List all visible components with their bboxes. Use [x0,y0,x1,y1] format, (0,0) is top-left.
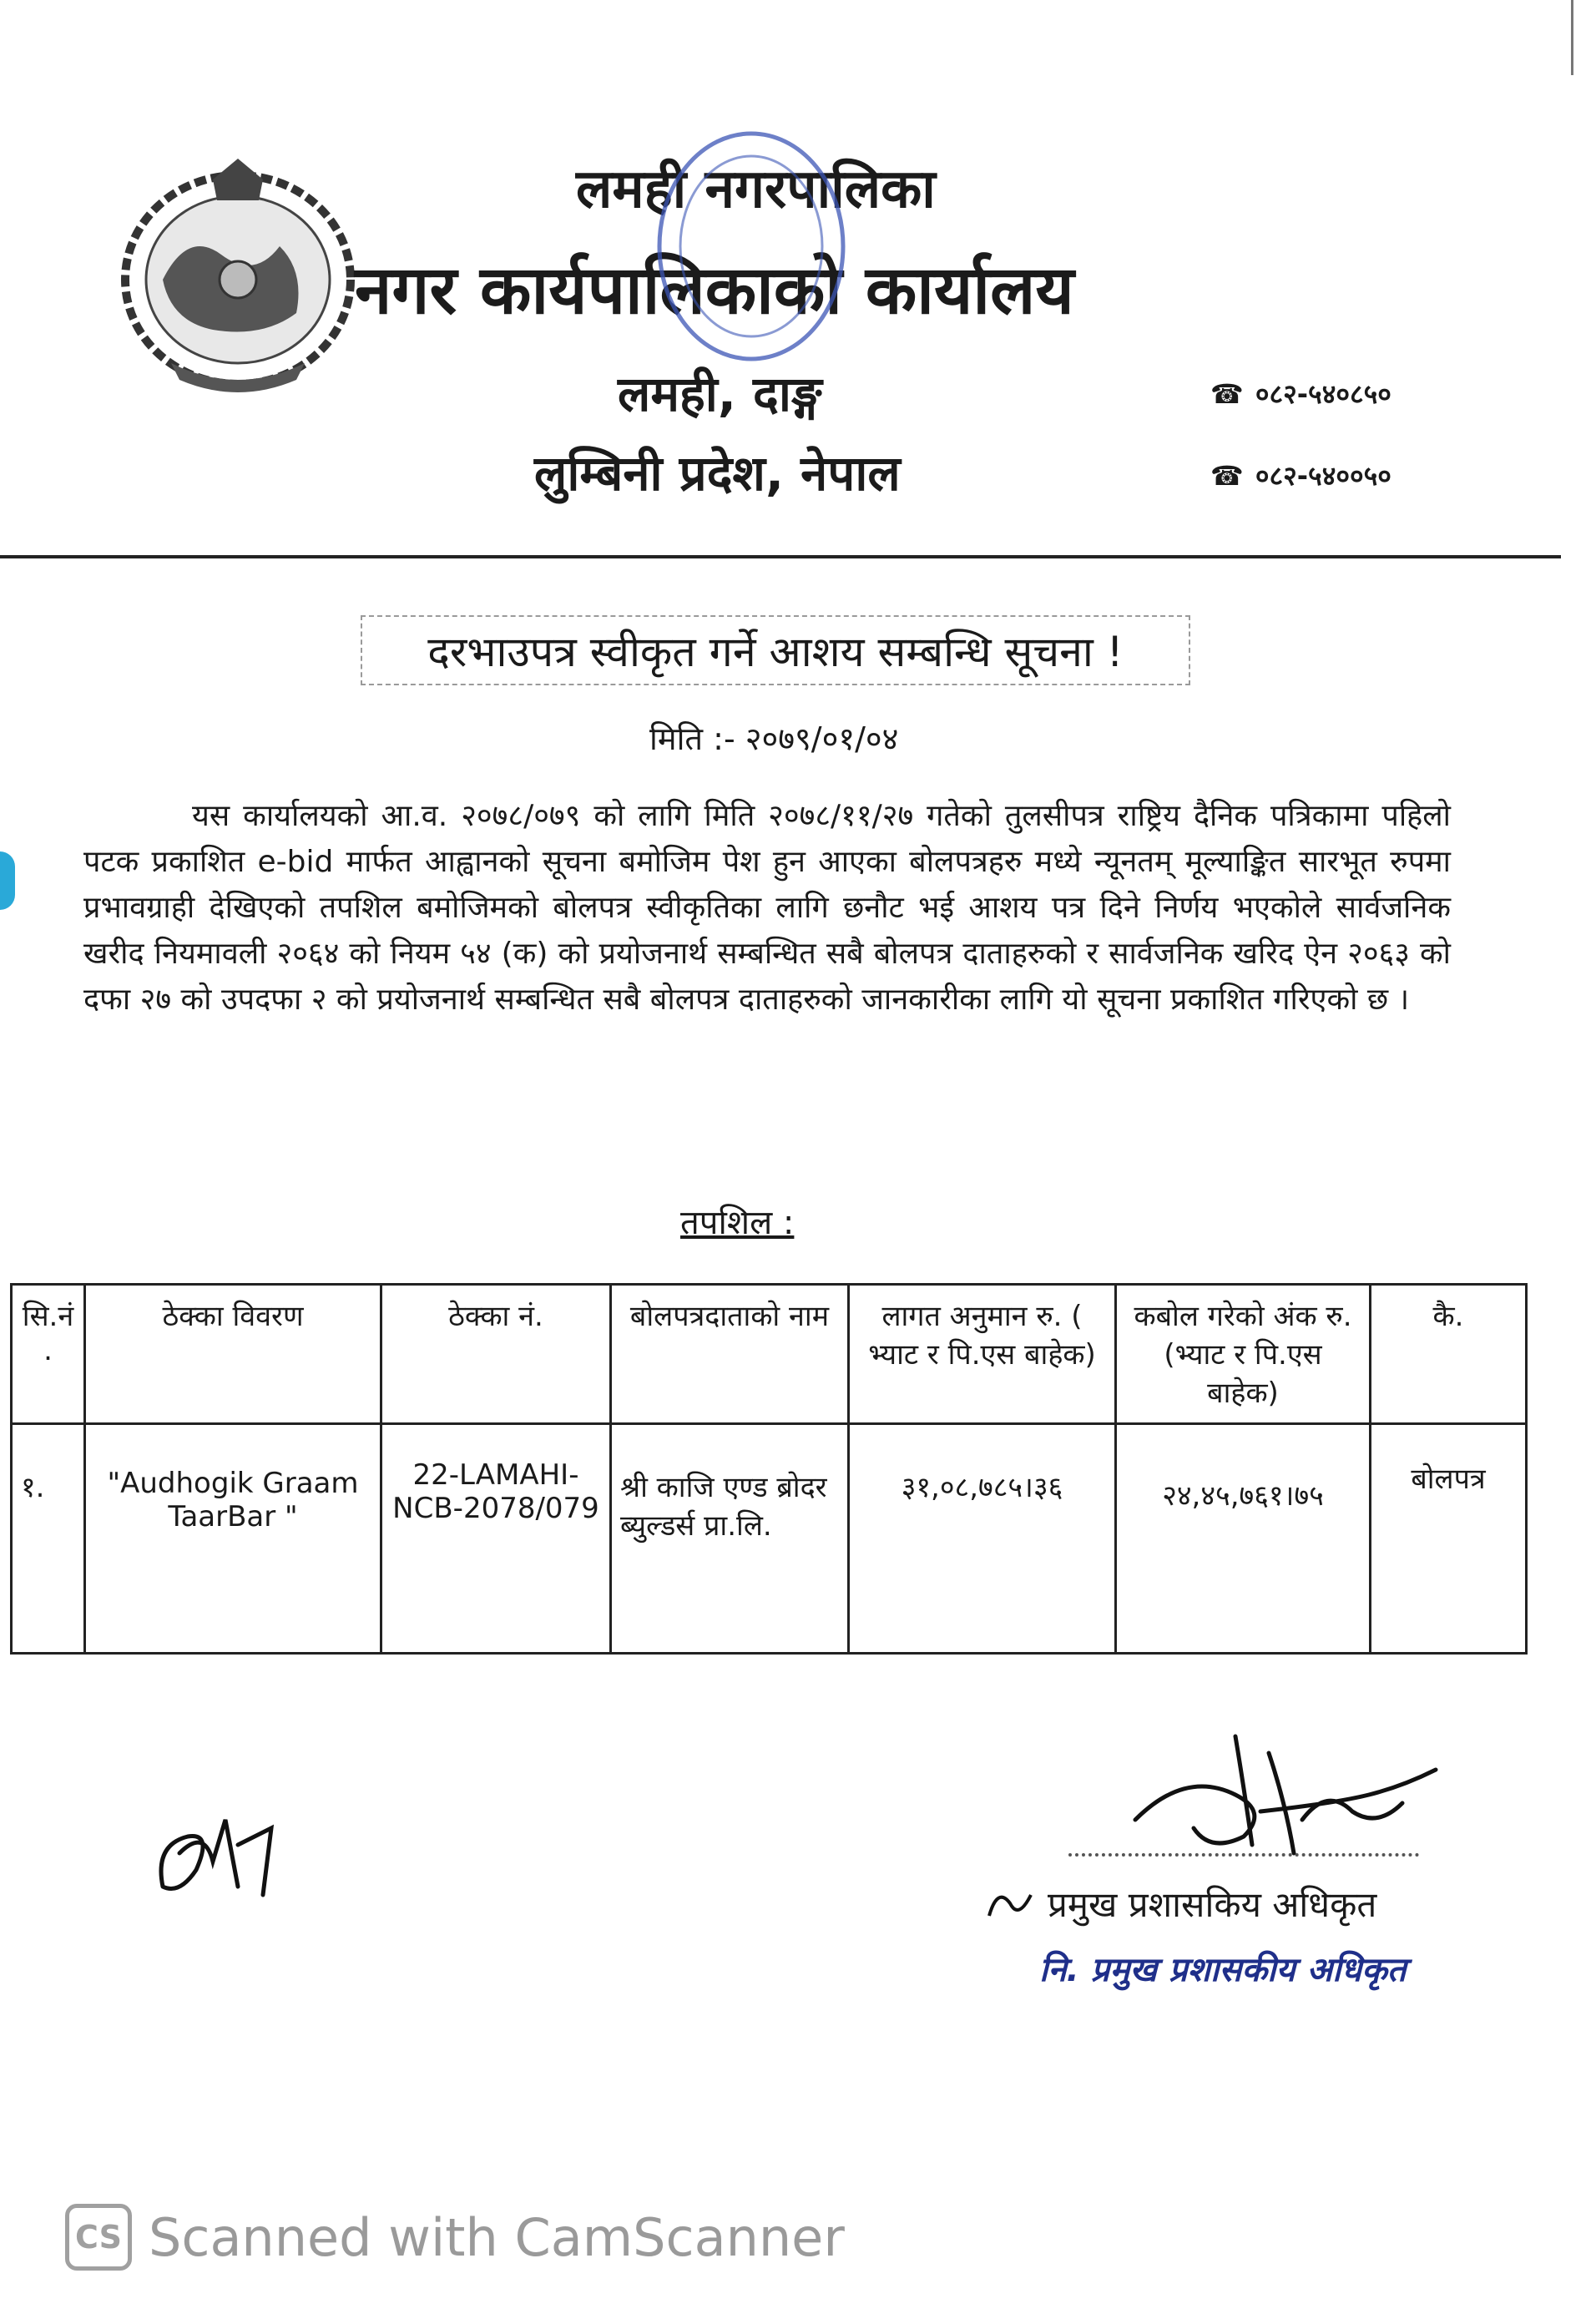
telephone-icon: ☎ [1210,377,1244,410]
camscanner-watermark [65,2204,845,2271]
officer-title: प्रमुख प्रशासकिय अधिकृत [1048,1883,1377,1925]
office-location: लमही, दाङ्ग [618,366,822,422]
telephone-icon: ☎ [1210,459,1244,492]
col-header-bidder-name: बोलपत्रदाताको नाम [611,1285,849,1424]
cell-cost-estimate: ३१,०८,७८५।३६ [849,1424,1116,1654]
camscanner-text: Scanned with CamScanner [149,2206,845,2268]
notice-title-text: दरभाउपत्र स्वीकृत गर्ने आशय सम्बन्धि सूचना ! [427,628,1124,676]
province-name: लुम्बिनी प्रदेश, नेपाल [534,445,901,502]
cell-contract-number: 22-LAMAHI-NCB-2078/079 [381,1424,611,1654]
notice-date: मिति :- २०७९/०१/०४ [649,720,899,757]
header-divider [0,555,1561,558]
phone-number-2: ०८२-५४००५० [1255,460,1391,492]
camscanner-logo-icon: CS [65,2204,132,2271]
scan-edge-mark [1571,0,1573,75]
phone-line-2 [1210,457,1391,493]
cell-bid-amount: २४,४५,७६१।७५ [1116,1424,1371,1654]
phone-line-1 [1210,376,1391,412]
details-heading: तपशिल : [680,1204,795,1242]
officer-stamp-title: नि. प्रमुख प्रशासकीय अधिकृत [1039,1951,1407,1989]
officer-signature [1119,1720,1452,1870]
col-header-cost-estimate: लागत अनुमान रु. ( भ्याट र पि.एस बाहेक) [849,1285,1116,1424]
officer-title-line [981,1878,1376,1928]
table-header-row [12,1285,1527,1424]
table-row [12,1424,1527,1654]
cell-bidder-name: श्री काजि एण्ड ब्रोदर ब्युल्डर्स प्रा.लि. [611,1424,849,1654]
municipality-name: लमही नगरपालिका [576,159,936,220]
office-name: नगर कार्यपालिकाको कार्यालय [355,251,1074,329]
cell-serial: १. [12,1424,85,1654]
notice-title [361,615,1190,685]
cell-remarks: बोलपत्र [1371,1424,1527,1654]
cell-contract-description: "Audhogik Graam TaarBar " [85,1424,381,1654]
col-header-serial: सि.नं . [12,1285,85,1424]
contract-table [10,1283,1528,1655]
col-header-contract-number: ठेक्का नं. [381,1285,611,1424]
col-header-remarks: कै. [1371,1285,1527,1424]
notice-body-text: यस कार्यालयको आ.व. २०७८/०७९ को लागि मिति २०७८/११/२७ गतेको तुलसीपत्र राष्ट्रिय दैनिक पत्रिकामा पहिलो पटक प्रकाशित e-bid मार्फत आह्वानको सूचना बमोजिम पेश हुन आएका बोलपत्रहरु मध्ये न्यूनतम् मूल्याङ्कित सारभूत रुपमा प्रभावग्राही देखिएको तपशिल बमोजिमको बोलपत्र स्वीकृतिका लागि छनौट भई आशय पत्र दिने निर्णय भएकोले सार्वजनिक खरीद नियमावली २०६४ को नियम ५४ (क) को प्रयोजनार्थ सम्बन्धित सबै बोलपत्र दाताहरुको र सार्वजनिक खरिद ऐन २०६३ को दफा २७ को उपदफा २ को प्रयोजनार्थ सम्बन्धित सबै बोलपत्र दाताहरुको जानकारीका लागि यो सूचना प्रकाशित गरिएको छ । [83,799,1451,1017]
col-header-bid-amount: कबोल गरेको अंक रु. (भ्याट र पि.एस बाहेक) [1116,1285,1371,1424]
col-header-contract-description: ठेक्का विवरण [85,1285,381,1424]
signature-dotted-line [1068,1853,1419,1857]
nepal-emblem-logo [113,154,363,397]
scan-edge-blue-mark [0,851,15,910]
phone-number-1: ०८२-५४०८५० [1255,378,1391,410]
initials-signature [146,1795,296,1912]
notice-body [83,793,1451,1023]
office-stamp-seal [643,121,860,371]
handwritten-initial-mark [981,1878,1039,1928]
